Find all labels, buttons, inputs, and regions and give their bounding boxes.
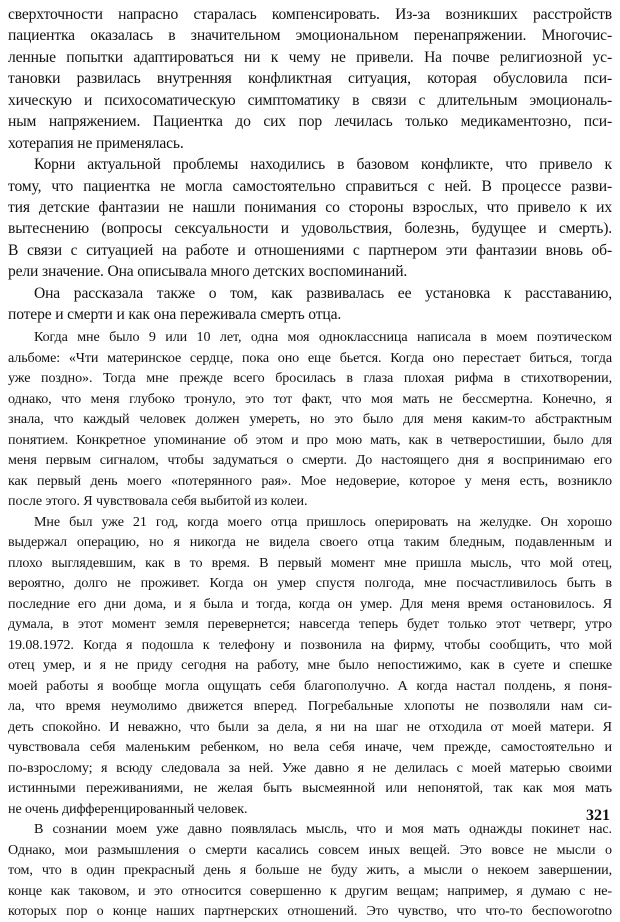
quote-line-29: которых пор о конце наших партнерских отношений. Это чувство, что что-то беспоworotno xyxy=(8,903,612,919)
main-line-7: хотерапия не применялась. xyxy=(8,134,184,152)
quote-line-8: как первый день моего «потерянного рая». Мое недоверие, которое у меня есть, возникло xyxy=(8,472,612,489)
quote-line-1: Когда мне было 9 или 10 лет, одна моя одноклассница написала в моем поэтическом xyxy=(34,329,612,345)
quote-line-10: Мне был уже 21 год, когда моего отца пришлось оперировать на желудке. Он хорошо xyxy=(34,513,612,530)
quote-line-4: однако, что меня глубоко тронуло, это тот факт, что моя мать не бессмертна. Конечно, я xyxy=(8,390,612,407)
main-line-14: Она рассказала также о том, как развивалась ее установка к расставанию, xyxy=(34,284,612,302)
quote-line-3: уже поздно». Тогда мне прежде всего бросилась в глаза плохая рифма в стихотворении, xyxy=(8,370,612,386)
quote-line-15: думала, в этот момент земля перевернется; навсегда теперь будет только этот четверг, утро xyxy=(8,616,612,632)
main-line-1: сверхточности напрасно старалась компенсировать. Из-за возникших расстройств xyxy=(8,6,612,23)
main-line-5: хическую и психосоматическую симптоматику в связи с длительным эмоциональ- xyxy=(8,91,612,109)
main-line-11: вытеснению (вопросы сексуальности и удовольствия, болезнь, будущее и смерть). xyxy=(8,220,612,238)
quote-line-23: истинными переживаниями, не желая быть высмеянной или непонятой, так как моя мать xyxy=(8,780,612,796)
main-text-block xyxy=(8,4,612,326)
main-line-15: потере и смерти и как она переживала смерть отца. xyxy=(8,306,342,324)
quote-line-5: знала, что каждый человек должен умереть, но это было для меня каким-то абстрактным xyxy=(8,411,612,427)
quote-line-24: не очень дифференцированный человек. xyxy=(8,800,248,817)
quote-line-11: выдержал операцию, но я никогда не видела своего отца таким бледным, подавленным и xyxy=(8,534,612,550)
main-line-6: ным напряжением. Пациентка до сих пор лечилась только медикаментозно, пси- xyxy=(8,113,612,131)
quote-line-13: вероятно, долго не проживет. Когда он умер спустя полгода, мне посчастливилось быть в xyxy=(8,575,612,591)
quote-line-27: том, что в один прекрасный день я больше не буду жить, а мысли о некоем завершении, xyxy=(8,862,612,878)
quote-line-18: моей работы я вообще могла ощущать себя благополучно. А когда настал полдень, я поня- xyxy=(8,677,612,694)
main-line-9: тому, что пациентка не могла самостоятельно справиться с ней. В процессе разви- xyxy=(8,177,612,195)
main-line-3: ленные попытки адаптироваться ни к чему не привели. На почве религиозной ус- xyxy=(8,48,612,66)
main-line-8: Корни актуальной проблемы находились в базовом конфликте, что привело к xyxy=(34,156,612,174)
main-line-4: тановки развилась внутренняя конфликтная ситуация, которая обусловила пси- xyxy=(8,70,612,88)
main-line-13: рели значение. Она описывала много детских воспоминаний. xyxy=(8,263,408,281)
quote-line-26: Однако, мои размышления о смерти касались совсем иных вещей. Это вовсе не мысли о xyxy=(8,841,612,858)
quote-line-12: плохо выглядевшим, как в то время. В первый момент мне пришла мысль, что мой отец, xyxy=(8,554,612,571)
quote-line-17: отец умер, и я не приду сегодня на работу, мне было непостижимо, как в суете и спешке xyxy=(8,657,612,673)
quote-line-19: ла, что время неумолимо движется вперед. Погребальные хлопоты не позволяли нам си- xyxy=(8,698,612,714)
quote-line-25: В сознании моем уже давно появлялась мысль, что и моя мать однажды покинет нас. xyxy=(34,821,612,837)
quote-line-9: после этого. Я чувствовала себя выбитой из колеи. xyxy=(8,493,308,509)
quote-line-14: последние его дни дома, и я была и тогда, когда он умер. Для меня время остановилось. Я xyxy=(8,595,612,612)
main-line-10: тия детские фантазии не нашли понимания со стороны взрослых, что привело к их xyxy=(8,198,612,216)
main-line-12: В связи с ситуацией на работе и отношениями с партнером эти фантазии вновь об- xyxy=(8,241,612,259)
quote-line-6: понятием. Конкретное упоминание об этом и про мою мать, как в четверостишии, было для xyxy=(8,431,612,448)
quote-line-22: по-взрослому; я всюду следовала за ней. Уже давно я не делилась с моей матерью своими xyxy=(8,759,612,776)
quote-line-7: меня первым сигналом, чтобы задуматься о смерти. До настоящего дня я воспринимаю его xyxy=(8,452,612,468)
quote-line-20: деть спокойно. И неважно, что были за дела, я ни на шаг не отходила от моей матери. Я xyxy=(8,718,612,735)
main-line-2: пациентка оказалась в значительном эмоциональном перенапряжении. Многочис- xyxy=(8,27,612,45)
quote-line-2: альбоме: «Чти материнское сердце, пока оно еще бьется. Когда оно перестает биться, тогда xyxy=(8,349,612,366)
quote-line-28: конце как таковом, и это относится совершенно к другим вещам; например, я думаю с не- xyxy=(8,882,612,899)
quote-text-block xyxy=(8,327,612,922)
quote-line-21: чувствовала себя маленьким ребенком, но вела себя иначе, чем прежде, самостоятельно и xyxy=(8,739,612,755)
page-number: 321 xyxy=(586,807,610,824)
quote-line-16: 19.08.1972. Когда я подошла к телефону и позвонила на фирму, чтобы сообщить, что мой xyxy=(8,636,612,653)
